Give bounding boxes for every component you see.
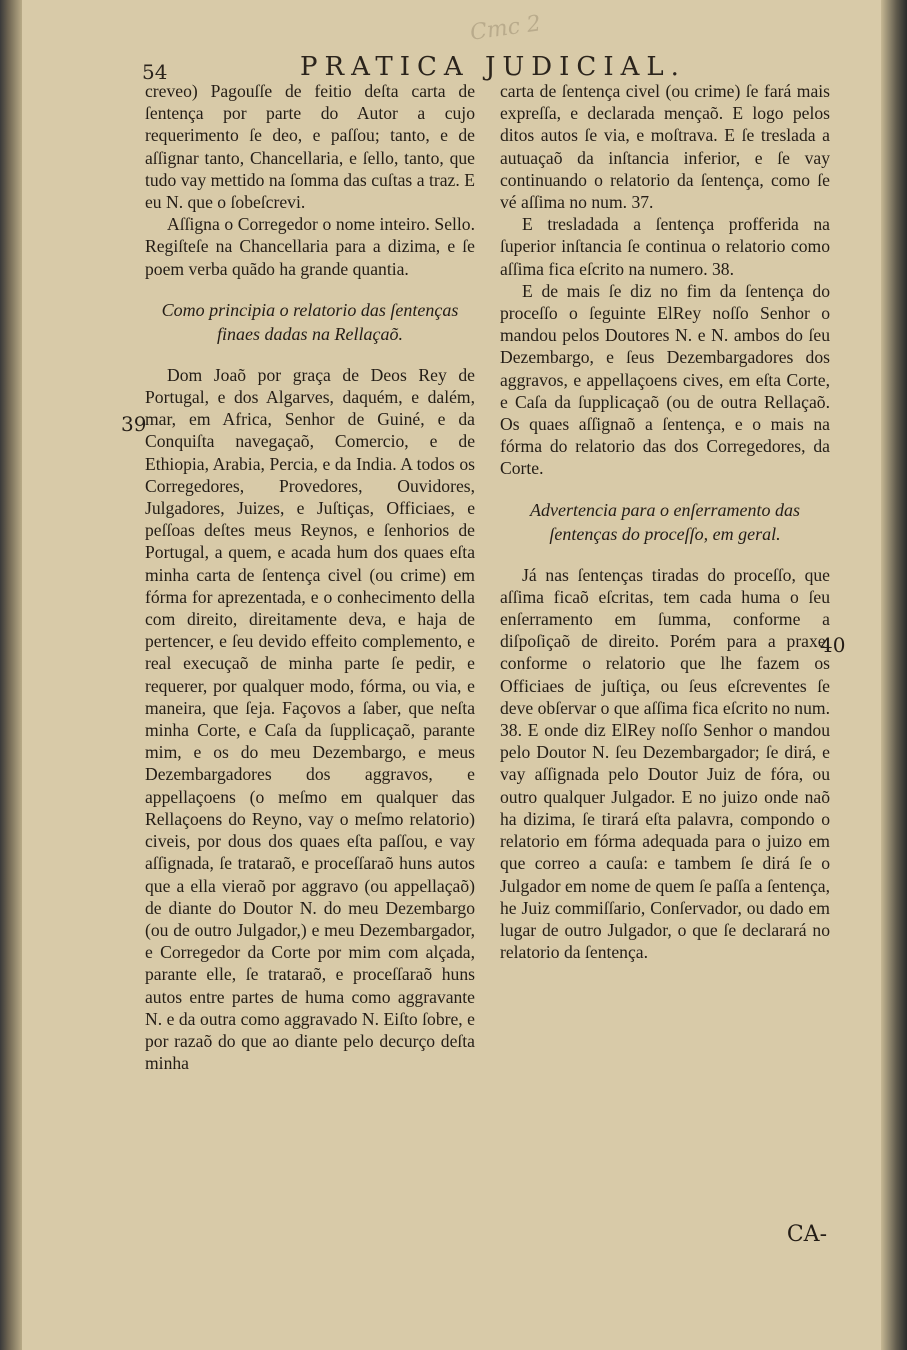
right-paragraph-3: E de mais ſe diz no fim da ſentença do proceſſo o ſeguinte ElRey noſſo Senhor o mandou pelos Doutores N. e N. ambos do ſeu Dezembargo, e ſeus Dezembargadores dos aggravos, e appellaçoens cives, em eſta Corte, e Caſa da ſupplicaçaõ (ou de outra Rellaçaõ. Os quaes aſſignaõ a ſentença, e o mais na fórma do relatorio das dos Corregedores, da Corte. (500, 280, 830, 479)
right-paragraph-2: E tresladada a ſentença profferida na ſuperior inſtancia ſe continua o relatorio como aſſima fica eſcrito na numero. 38. (500, 214, 830, 279)
left-paragraph-3: Dom Joaõ por graça de Deos Rey de Portugal, e dos Algarves, daquém, e dalém, mar, em Africa, Senhor de Guiné, e da Conquiſta navegaçaõ, Comercio, e de Ethiopia, Arabia, Percia, e da India. A todos os Corregedores, Provedores, Ouvidores, Julgadores, Juizes, e Juſtiças, Officiaes, e peſſoas deſtes meus Reynos, e ſenhorios de Portugal, a quem, e acada hum dos quaes eſta minha carta de ſentença civel (ou crime) em fórma for aprezentada, e o conhecimento della com direito, direitamente deva, e haja de pertencer, e ſeu devido effeito complemento, e real execuçaõ de minha parte ſe pedir, e requerer, por qualquer modo, fórma, ou via, e maneira, que ſeja. Façovos a ſaber, que neſta minha Corte, e Caſa da ſupplicaçaõ, parante mim, e os do meu Dezembargo, e meus Dezembargadores dos aggravos, e appellaçoens (o meſmo em qualquer das Rellaçoens do Reyno, vay o meſmo relatorio) civeis, por dous dos quaes eſta paſſou, e vay aſſignada, ſe trataraõ, e proceſſaraõ huns autos que a ella vieraõ por aggravo (ou appellaçaõ) de diante do Doutor N. do meu Dezembargo (ou de outro Julgador,) e meu Dezembargador, e Corregedor da Corte por mim com alçada, parante elle, ſe trataraõ, e proceſſaraõ huns autos entre partes de huma como aggravante N. e da outra como aggravado N. Eiſto ſobre, e por razaõ do que ao diante pelo decurço deſta minha (145, 364, 475, 1074)
left-paragraph-1: creveo) Pagouſſe de feitio deſta carta de ſentença por parte do Autor a cujo requerimento ſe deo, e paſſou; tanto, e de aſſignar tanto, Chancellaria, e ſello, tanto, que tudo vay mettido na ſomma das cuſtas a traz. E eu N. que o ſobeſcrevi. (145, 81, 475, 213)
right-paragraph-4: Já nas ſentenças tiradas do proceſſo, que aſſima ficaõ eſcritas, tem cada huma o ſeu enſerramento em ſumma, conforme a diſpoſiçaõ de direito. Porém para a praxe, conforme o relatorio que lhe fazem os Officiaes de juſtiça, ou ſeus eſcreventes ſe deve obſervar o que aſſima fica eſcrito no num. 38. E onde diz ElRey noſſo Senhor o mandou pelo Doutor N. ſeu Dezembargador; ſe dirá, e vay aſſignada pelo Doutor Juiz de fóra, ou outro qualquer Julgador. E no juizo onde naõ ha dizima, ſe tirará eſta palavra, compondo o relatorio em fórma adequada para o juizo em que correo a cauſa: e tambem ſe dirá ſe o Julgador em nome de quem ſe paſſa a ſentença, he Juiz commiſſario, Conſervador, ou dado em lugar de outro Julgador, o que ſe declarará no relatorio da ſentença. (500, 564, 830, 963)
catchword: CA- (786, 1222, 827, 1247)
page-number: 54 (142, 60, 168, 84)
left-paragraph-2: Aſſigna o Corregedor o nome inteiro. Sello. Regiſteſe na Chancellaria para a dizima, e ſe poem verba quãdo ha grande quantia. (145, 214, 475, 279)
pencil-annotation: Cmc 2 (468, 11, 543, 46)
left-column (145, 80, 475, 1074)
right-paragraph-1: carta de ſentença civel (ou crime) ſe fará mais expreſſa, e declarada mençaõ. E logo pelos ditos autos ſe via, e moſtrava. E ſe treslada a autuaçaõ da inſtancia inferior, e ſe vay continuando o relatorio da ſentença, como ſe vé aſſima no num. 37. (500, 81, 830, 213)
running-head (130, 52, 690, 82)
right-column (500, 80, 830, 963)
section-number-39: 39 (121, 412, 147, 436)
running-title: PRATICA JUDICIAL. (300, 52, 686, 82)
section-heading-advertencia: Advertencia para o enſerramento das ſentenças do proceſſo, em geral. (530, 499, 800, 544)
section-heading-relatorio: Como principia o relatorio das ſentenças finaes dadas na Rellaçaõ. (161, 299, 459, 344)
section-number-40: 40 (820, 633, 846, 657)
